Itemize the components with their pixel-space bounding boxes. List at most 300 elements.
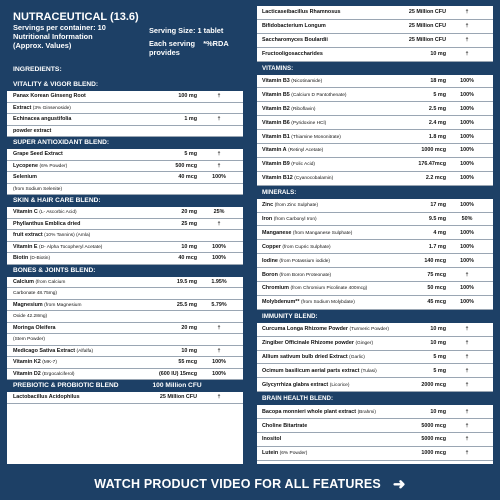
ingredient-amount: 140 mcg	[424, 257, 446, 264]
ingredient-note: (from Calcium	[35, 279, 66, 285]
ingredient-name-text: Bacopa monnieri whole plant extract	[262, 408, 357, 415]
ingredient-note: (Calcium D Pantothenate)	[291, 92, 347, 98]
rda-header: *%RDA	[203, 39, 229, 48]
ingredient-rda: †	[465, 422, 469, 429]
ingredient-row	[257, 447, 493, 461]
ingredient-amount: 25 Million CFU	[408, 23, 446, 30]
ingredient-name	[262, 368, 394, 374]
right-label-panel	[257, 6, 493, 464]
ingredient-amount: 50 mcg	[427, 285, 446, 292]
ingredient-name-text: Saccharomyces Boulardii	[262, 37, 328, 44]
ingredient-amount: 2.2 mcg	[425, 175, 446, 182]
ingredient-row	[257, 268, 493, 282]
ingredient-row	[257, 20, 493, 34]
ingredient-row	[7, 149, 243, 161]
ingredient-rda: 100%	[212, 243, 226, 250]
ingredient-name-text: Vitamin B2	[262, 105, 290, 112]
ingredient-row	[257, 213, 493, 227]
ingredient-row	[7, 277, 243, 289]
ingredient-row	[257, 240, 493, 254]
ingredient-amount: 1000 mcg	[421, 450, 446, 457]
ingredient-name	[13, 221, 141, 227]
ingredient-row	[257, 337, 493, 351]
serving-size-block	[149, 26, 229, 57]
ingredient-rda: †	[465, 450, 469, 457]
ingredient-rda: †	[465, 408, 469, 415]
ingredient-name	[262, 92, 394, 98]
ingredient-amount: 100 mg	[178, 93, 197, 100]
ingredient-note: (Licorice)	[329, 382, 350, 388]
ingredient-name-text: Allium sativum bulb dried Extract	[262, 354, 348, 361]
ingredient-note: (from Potassium iodide)	[279, 258, 331, 264]
ingredient-name	[262, 340, 394, 346]
ingredient-note: (from Carbonyl Iron)	[273, 217, 317, 223]
ingredient-note: (Alfalfa)	[76, 348, 94, 354]
ingredient-note: (Cyanocobalamin)	[294, 176, 334, 182]
ingredient-name-text: Curcuma Longa Rhizome Powder	[262, 326, 348, 333]
section-header	[7, 137, 243, 149]
ingredient-amount: 40 mcg	[178, 255, 197, 262]
ingredient-amount: 75 mcg	[427, 271, 446, 278]
ingredient-name	[13, 163, 141, 169]
ingredient-rda: 100%	[460, 78, 474, 84]
ingredient-note: (Garlic)	[349, 355, 365, 361]
ingredient-name-text: Vitamin B6	[262, 119, 290, 126]
ingredient-rda: †	[465, 340, 469, 347]
ingredient-name-text: Vitamin C	[13, 209, 38, 216]
section-title: SKIN & HAIR CARE BLEND:	[13, 197, 101, 204]
ingredient-row	[7, 323, 243, 335]
section-title: PREBIOTIC & PROBIOTIC BLEND	[13, 382, 119, 389]
ingredient-row	[257, 75, 493, 89]
ingredient-note: (from Cupric Sulphate)	[282, 244, 331, 250]
ingredient-amount: 10 mg	[430, 326, 446, 333]
ingredient-amount: 45 mcg	[427, 299, 446, 306]
ingredient-note: (from Manganese Sulphate)	[292, 230, 353, 236]
product-title: NUTRACEUTICAL (13.6)	[13, 11, 139, 23]
ingredient-rda: 100%	[460, 202, 474, 209]
ingredient-rda: †	[217, 93, 221, 100]
arrow-right-icon: ➜	[392, 475, 406, 493]
ingredient-note: Carbonate 48.75mg)	[13, 291, 57, 297]
ingredient-rda: 100%	[460, 91, 474, 98]
ingredient-name	[262, 134, 394, 140]
ingredient-name-text: Chromium	[262, 285, 289, 292]
ingredient-row	[257, 296, 493, 310]
ingredient-name	[262, 409, 394, 415]
ingredient-rda: 100%	[460, 161, 474, 168]
ingredient-name-text: Vitamin B1	[262, 133, 290, 140]
ingredient-note: (Ginger)	[355, 341, 374, 347]
ingredient-name-text: Selenium	[13, 174, 37, 181]
ingredient-amount: 25 Million CFU	[159, 394, 197, 401]
ingredient-name	[13, 209, 141, 215]
section-title: SUPER ANTIOXIDANT BLEND:	[13, 139, 110, 146]
ingredient-row	[7, 230, 243, 242]
ingredient-row	[257, 34, 493, 48]
ingredient-amount: 25.5 mg	[176, 301, 197, 308]
ingredient-amount: 500 mcg	[175, 162, 197, 169]
ingredient-note: (10% Tannins) (Amla)	[44, 233, 91, 239]
ingredient-amount: 17 mg	[430, 202, 446, 209]
ingredient-rda: †	[465, 367, 469, 374]
ingredient-name-text: Choline Bitartrate	[262, 422, 308, 429]
ingredient-name	[262, 354, 394, 360]
ingredient-name-text: Boron	[262, 271, 278, 278]
ingredient-name	[13, 151, 141, 157]
ingredient-row	[7, 91, 243, 103]
ingredient-row	[257, 48, 493, 62]
ingredient-amount: 55 mcg	[178, 359, 197, 366]
ingredient-name-text: Vitamin B12	[262, 175, 293, 182]
ingredient-rda: †	[465, 436, 469, 443]
ingredient-amount: 1 mg	[184, 116, 197, 123]
approx-values: (Approx. Values)	[13, 41, 72, 50]
ingredient-note: (D- Alpha Tocopheryl Acetate)	[38, 244, 103, 250]
ingredient-name	[262, 230, 394, 236]
ingredient-amount: 1.8 mg	[428, 133, 446, 140]
ingredient-name-text: Echinacea angustifolia	[13, 116, 72, 123]
ingredient-amount: 20 mg	[181, 209, 197, 216]
ingredient-name-text: Lycopene	[13, 162, 38, 169]
ingredient-amount: 10 mg	[430, 51, 446, 58]
left-ingredient-table	[7, 79, 243, 404]
ingredient-row	[7, 392, 243, 404]
ingredient-note: (Riboflavin)	[291, 106, 316, 112]
ingredient-row	[257, 254, 493, 268]
label-header	[7, 6, 243, 79]
ingredient-name	[13, 359, 141, 365]
ingredient-rda: 100%	[460, 105, 474, 112]
ingredient-amount: 19.5 mg	[176, 278, 197, 285]
ingredient-row	[257, 172, 493, 186]
ingredient-name-text: Lutein	[262, 450, 279, 457]
ingredient-name	[13, 244, 141, 250]
ingredient-name	[13, 302, 141, 308]
ingredient-name-text: Molybdenum**	[262, 299, 300, 306]
ingredient-name-text: Phyllanthus Emblica dried	[13, 220, 81, 227]
ingredient-amount: (600 IU) 15mcg	[158, 370, 197, 377]
ingredient-amount: 176.47mcg	[418, 161, 446, 168]
ingredient-note: (Pyridoxine HCl)	[291, 120, 327, 126]
ingredient-row	[257, 144, 493, 158]
ingredient-name-text: Vitamin E	[13, 243, 38, 250]
ingredient-amount: 10 mg	[181, 347, 197, 354]
ingredient-amount: 1.7 mg	[428, 243, 446, 250]
ingredient-row	[7, 346, 243, 358]
ingredient-row	[7, 300, 243, 312]
ingredient-name-text: powder extract	[13, 127, 52, 134]
ingredient-name	[262, 78, 394, 84]
ingredient-name	[262, 382, 394, 388]
ingredient-amount: 10 mg	[181, 243, 197, 250]
ingredient-row	[257, 282, 493, 296]
ingredient-row	[257, 6, 493, 20]
ingredient-name	[13, 325, 141, 331]
ingredient-rda: 100%	[212, 359, 226, 366]
section-title: BRAIN HEALTH BLEND:	[262, 395, 334, 403]
ingredient-name-text: Vitamin K2	[13, 359, 41, 366]
ingredient-name	[262, 175, 394, 181]
ingredient-rda: 100%	[212, 370, 226, 377]
ingredient-rda: †	[217, 162, 221, 169]
ingredient-rda: †	[217, 116, 221, 123]
ingredient-name	[13, 186, 141, 192]
ingredient-rda: †	[465, 381, 469, 388]
each-serving: Each serving	[149, 39, 196, 48]
ingredient-amount: 25 Million CFU	[408, 9, 446, 16]
section-title: VITAMINS:	[262, 64, 294, 72]
ingredient-name-text: Vitamin D2	[13, 370, 41, 377]
ingredient-amount: 5 mg	[433, 91, 446, 98]
ingredient-name	[262, 161, 394, 167]
ingredient-name-text: Zingiber Officinale Rhizome powder	[262, 340, 354, 347]
section-title: BONES & JOINTS BLEND:	[13, 266, 96, 274]
ingredient-row	[257, 378, 493, 392]
ingredient-note: (Ergocalciferol)	[42, 371, 75, 377]
ingredient-amount: 10 mg	[430, 340, 446, 347]
ingredient-name	[262, 272, 394, 278]
ingredient-row	[257, 116, 493, 130]
ingredient-name	[262, 106, 394, 112]
ingredient-name	[262, 244, 394, 250]
ingredient-row	[7, 207, 243, 219]
section-header	[7, 380, 243, 392]
ingredient-rda: †	[465, 37, 469, 44]
ingredient-amount: 5 mg	[184, 151, 197, 158]
ingredient-name-text: Moringa Oleifera	[13, 324, 56, 331]
ingredient-name	[262, 120, 394, 126]
watch-video-text: WATCH PRODUCT VIDEO FOR ALL FEATURES	[94, 476, 381, 491]
ingredient-row	[7, 126, 243, 138]
ingredient-row	[257, 405, 493, 419]
ingredient-rda: 50%	[461, 216, 473, 223]
ingredient-name-text: Bifidobacterium Longum	[262, 23, 326, 30]
ingredient-rda: †	[465, 354, 469, 361]
ingredient-row	[257, 199, 493, 213]
ingredient-rda: 100%	[460, 133, 474, 140]
ingredient-name	[13, 93, 141, 99]
ingredient-name	[262, 436, 394, 442]
ingredient-row	[7, 242, 243, 254]
ingredient-note: (6% Powder)	[39, 163, 68, 169]
ingredient-name-text: Lactobacillus Acidophilus	[13, 394, 80, 401]
section-header	[7, 79, 243, 91]
ingredient-name	[13, 394, 141, 400]
ingredient-rda: 100%	[460, 257, 474, 264]
ingredient-amount: 2000 mcg	[421, 381, 446, 388]
ingredient-row	[7, 311, 243, 323]
ingredient-name-text: Biotin	[13, 255, 29, 262]
ingredient-amount: 9.5 mg	[428, 216, 446, 223]
ingredient-row	[7, 219, 243, 231]
ingredient-amount: 2.5 mg	[428, 105, 446, 112]
section-header	[7, 265, 243, 277]
section-title: VITALITY & VIGOR BLEND:	[13, 81, 99, 88]
watch-video-banner[interactable]	[0, 467, 500, 500]
ingredient-row	[257, 88, 493, 102]
ingredient-note: (Thiamine Mononitrate)	[291, 134, 341, 140]
ingredient-amount: 25 Million CFU	[408, 37, 446, 44]
ingredient-rda: †	[217, 347, 221, 354]
ingredient-name	[13, 371, 141, 377]
ingredient-rda: †	[465, 23, 469, 30]
ingredients-heading: INGREDIENTS:	[13, 66, 62, 73]
ingredient-rda: 100%	[460, 285, 474, 292]
ingredient-row	[7, 253, 243, 265]
ingredient-rda: †	[217, 220, 221, 227]
ingredient-row	[7, 369, 243, 381]
ingredient-rda: 100%	[212, 255, 226, 262]
ingredient-name-text: Fructooligosaccharides	[262, 51, 323, 58]
ingredient-row	[7, 114, 243, 126]
section-header	[257, 310, 493, 323]
ingredient-name-text: Magnesium	[13, 301, 43, 308]
ingredient-row	[7, 184, 243, 196]
ingredient-amount: 5 mg	[433, 367, 446, 374]
ingredient-name	[262, 216, 394, 222]
ingredient-row	[257, 130, 493, 144]
ingredient-rda: †	[465, 326, 469, 333]
ingredient-rda: 100%	[460, 299, 474, 306]
ingredient-name	[13, 313, 141, 319]
ingredient-row	[7, 357, 243, 369]
ingredient-name	[262, 37, 394, 43]
ingredient-name-text: Iron	[262, 216, 273, 223]
ingredient-name	[13, 336, 141, 342]
ingredient-note: (from Zinc Sulphate)	[274, 203, 319, 209]
ingredient-rda: 100%	[460, 243, 474, 250]
ingredient-name	[262, 299, 394, 305]
ingredient-rda: †	[217, 151, 221, 158]
ingredient-name	[13, 232, 141, 238]
ingredient-note: (L- Ascorbic Acid)	[39, 210, 77, 216]
ingredient-note: (Brahmi)	[357, 409, 376, 415]
ingredient-note: Oxide 42.28mg)	[13, 314, 48, 320]
ingredient-amount: 2.4 mg	[428, 119, 446, 126]
ingredient-note: (Turmeric Powder)	[349, 327, 390, 333]
ingredient-row	[257, 102, 493, 116]
ingredient-row	[257, 364, 493, 378]
ingredient-row	[257, 433, 493, 447]
ingredient-rda: 100%	[460, 229, 474, 236]
ingredient-rda: 5.79%	[211, 301, 227, 308]
ingredient-rda: †	[465, 51, 469, 58]
ingredient-name-text: Extract	[13, 104, 32, 111]
servings-per-container: Servings per container: 10	[13, 23, 106, 32]
ingredient-note: (Retinyl Acetate)	[288, 148, 324, 154]
ingredient-name	[13, 105, 141, 111]
ingredient-note: (Tulasi)	[360, 368, 377, 374]
ingredient-name	[262, 202, 394, 208]
ingredient-amount: 4 mg	[433, 229, 446, 236]
section-header	[7, 195, 243, 207]
serving-size: Serving Size: 1 tablet	[149, 26, 224, 35]
ingredient-name	[13, 290, 141, 296]
ingredient-rda: 1.95%	[211, 278, 227, 285]
ingredient-name	[13, 348, 141, 354]
provides: provides	[149, 48, 180, 57]
ingredient-rda: 25%	[213, 209, 225, 216]
ingredient-name	[13, 174, 141, 180]
ingredient-name-text: Medicago Sativa Extract	[13, 347, 76, 354]
ingredient-name-text: fruit extract	[13, 232, 43, 239]
ingredient-amount: 5 mg	[433, 354, 446, 361]
ingredient-name	[262, 285, 394, 291]
ingredient-rda: †	[217, 394, 221, 401]
section-header	[257, 392, 493, 405]
section-header	[257, 62, 493, 75]
ingredient-name-text: Inositol	[262, 436, 282, 443]
ingredient-note: (Stem Powder)	[13, 337, 45, 343]
ingredient-note: (from Magnesium	[44, 302, 82, 308]
ingredient-note: (Folic Acid)	[291, 162, 315, 168]
ingredient-rda: †	[465, 271, 469, 278]
ingredient-name	[262, 147, 394, 153]
ingredient-amount: 18 mg	[430, 78, 446, 84]
ingredient-name-text: Lacticaseibacillus Rhamnosus	[262, 9, 341, 16]
ingredient-row	[257, 419, 493, 433]
section-title: IMMUNITY BLEND:	[262, 312, 318, 320]
ingredient-name-text: Iodine	[262, 257, 278, 264]
ingredient-note: (from Sodium Selenite)	[13, 186, 63, 192]
ingredient-rda: 100%	[460, 119, 474, 126]
ingredient-name-text: Manganese	[262, 229, 292, 236]
ingredient-name-text: Vitamin B3	[262, 78, 290, 84]
ingredient-name	[13, 255, 141, 261]
ingredient-note: (from Chromium Picolinate 400mcg)	[290, 286, 368, 292]
ingredient-name	[262, 23, 394, 29]
ingredient-name-text: Vitamin B9	[262, 161, 290, 168]
ingredient-note: (3% Ginsenoside)	[32, 105, 71, 111]
ingredient-note: (from Boron Proteonate)	[279, 272, 332, 278]
ingredient-amount: 20 mg	[181, 324, 197, 331]
ingredient-amount: 25 mg	[181, 220, 197, 227]
ingredient-note: (D-Biotin)	[29, 256, 51, 262]
ingredient-rda: †	[217, 324, 221, 331]
ingredient-amount: 5000 mcg	[421, 422, 446, 429]
ingredient-name	[13, 116, 141, 122]
ingredient-name	[262, 9, 394, 15]
ingredient-rda: 100%	[212, 174, 226, 181]
ingredient-name-text: Vitamin A	[262, 147, 287, 154]
section-amount: 100 Million CFU	[152, 382, 202, 389]
ingredient-name	[13, 128, 141, 134]
section-title: MINERALS:	[262, 188, 297, 196]
ingredient-name	[262, 258, 394, 264]
ingredient-name-text: Ocimum basilicum aerial parts extract	[262, 367, 360, 374]
ingredient-amount: 40 mcg	[178, 174, 197, 181]
ingredient-name-text: Zinc	[262, 202, 274, 209]
ingredient-note: (MK-7)	[42, 360, 57, 366]
section-header	[257, 186, 493, 199]
nutritional-information: Nutritional Information	[13, 32, 93, 41]
ingredient-name	[262, 326, 394, 332]
ingredient-row	[7, 103, 243, 115]
ingredient-rda: †	[465, 9, 469, 16]
ingredient-row	[257, 351, 493, 365]
ingredient-name-text: Vitamin B5	[262, 91, 290, 98]
ingredient-name-text: Copper	[262, 243, 281, 250]
ingredient-row	[7, 161, 243, 173]
ingredient-row	[257, 158, 493, 172]
ingredient-row	[7, 288, 243, 300]
ingredient-row	[7, 334, 243, 346]
left-label-panel	[7, 6, 243, 464]
ingredient-note: (6% Powder)	[279, 451, 308, 457]
ingredient-name	[262, 423, 394, 429]
ingredient-note: (from Sodium Molybdate)	[300, 300, 355, 306]
